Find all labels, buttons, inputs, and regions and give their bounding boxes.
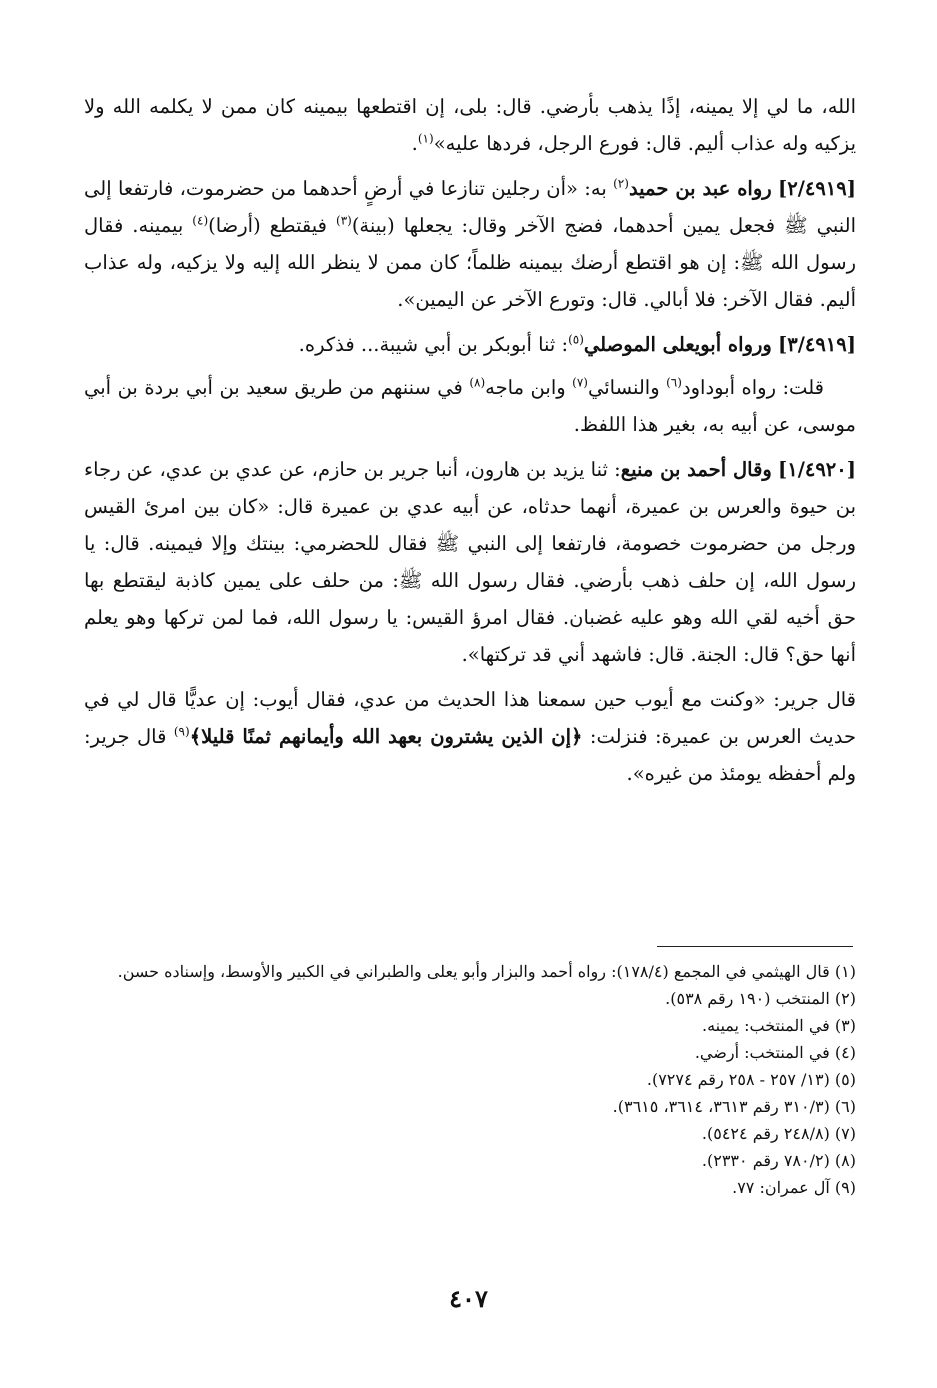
hadith-number: [٢/٤٩١٩] bbox=[778, 177, 856, 200]
footnote-ref: (٦) bbox=[666, 375, 682, 390]
footnote-divider bbox=[657, 946, 853, 947]
narrator: رواه عبد بن حميد bbox=[628, 177, 772, 200]
page-number: ٤٠٧ bbox=[449, 1284, 488, 1313]
footnote-ref: (٨) bbox=[469, 375, 486, 390]
footnote-ref: (٩) bbox=[173, 724, 190, 739]
paragraph-text: . bbox=[411, 132, 418, 155]
hadith-4919-2 bbox=[84, 170, 856, 318]
footnote-4: (٤) في المنتخب: أرضي. bbox=[694, 1043, 856, 1062]
footnote-ref: (٣) bbox=[336, 213, 352, 228]
footnote-8: (٨) (٧٨٠/٢ رقم ٢٣٣٠). bbox=[701, 1151, 856, 1170]
footnote-5: (٥) (١٣/ ٢٥٧ - ٢٥٨ رقم ٧٢٧٤). bbox=[646, 1070, 856, 1089]
hadith-4919-3 bbox=[84, 326, 856, 363]
footnote-ref: (٧) bbox=[572, 375, 588, 390]
paragraph-text: وابن ماجه bbox=[485, 376, 573, 399]
paragraph-text: بيمينه. فقال رسول الله ﷺ: إن هو اقتطع أرضك بيمينه ظلماً؛ كان ممن لا ينظر الله إليه ولا يزكيه، وله عذاب أليم. فقال الآخر: فلا أبالي. قال: وتورع الآخر عن اليمين». bbox=[84, 214, 856, 311]
footnote-9: (٩) آل عمران: ٧٧. bbox=[732, 1178, 856, 1197]
paragraph-text: : ثنا يزيد بن هارون، أنبا جرير بن حازم، عن عدي بن عدي، عن رجاء بن حيوة والعرس بن عميرة، أنهما حدثاه، عن أبيه عدي بن عميرة قال: «كان بين امرئ القيس ورجل من حضرموت خصومة، فارتفعا إلى النبي ﷺ فقال للحضرمي: بينتك وإلا فيمينه. قال: يا رسول الله، إن حلف ذهب بأرضي. فقال رسول الله ﷺ: من حلف على يمين كاذبة ليقتطع بها حق أخيه لقي الله وهو عليه غضبان. فقال امرؤ القيس: يا رسول الله، فما لمن تركها وهو يعلم أنها حق؟ قال: الجنة. قال: فاشهد أني قد تركتها». bbox=[84, 458, 856, 666]
footnote-1: (١) قال الهيثمي في المجمع (١٧٨/٤): رواه أحمد والبزار وأبو يعلى والطبراني في الكبير والأوسط، وإسناده حسن. bbox=[117, 962, 856, 981]
paragraph-text: والنسائي bbox=[587, 376, 667, 399]
narrator: وقال أحمد بن منيع bbox=[620, 458, 772, 481]
paragraph-text: الله، ما لي إلا يمينه، إذًا يذهب بأرضي. قال: بلى، إن اقتطعها بيمينه كان ممن لا يكلمه الله ولا يزكيه وله عذاب أليم. قال: فورع الرجل، فردها عليه» bbox=[84, 95, 856, 155]
hadith-number: [١/٤٩٢٠] bbox=[778, 458, 856, 481]
quran-verse: ﴿إن الذين يشترون بعهد الله وأيمانهم ثمنًا قليلا﴾ bbox=[189, 725, 583, 748]
hadith-4920-1 bbox=[84, 451, 856, 673]
main-text bbox=[84, 88, 856, 800]
jarir-paragraph bbox=[84, 681, 856, 792]
hadith-number: [٣/٤٩١٩] bbox=[778, 333, 856, 356]
paragraph-text: فيقتطع (أرضا) bbox=[208, 214, 336, 237]
narrator: ورواه أبويعلى الموصلي bbox=[583, 333, 772, 356]
footnote-2: (٢) المنتخب (١٩٠ رقم ٥٣٨). bbox=[665, 989, 856, 1008]
footnote-3: (٣) في المنتخب: يمينه. bbox=[701, 1016, 856, 1035]
footnotes bbox=[84, 958, 856, 1201]
footnote-ref: (٢) bbox=[613, 176, 629, 191]
paragraph-text: قال جرير: ولم أحفظه يومئذ من غيره». bbox=[84, 725, 856, 785]
footnote-ref: (١) bbox=[417, 131, 434, 146]
footnote-6: (٦) (٣١٠/٣ رقم ٣٦١٣، ٣٦١٤، ٣٦١٥). bbox=[612, 1097, 856, 1116]
paragraph-text: : ثنا أبوبكر بن أبي شيبة... فذكره. bbox=[298, 333, 569, 356]
paragraph-text: في سننهم من طريق سعيد بن أبي بردة بن أبي موسى، عن أبيه به، بغير هذا اللفظ. bbox=[84, 376, 856, 436]
paragraph-text: به: «أن رجلين تنازعا في أرضٍ أحدهما من حضرموت، فارتفعا إلى النبي ﷺ فجعل يمين أحدهما، فضج الآخر وقال: يجعلها (بينة) bbox=[84, 177, 856, 237]
paragraph-continuation bbox=[84, 88, 856, 162]
footnote-ref: (٥) bbox=[568, 332, 584, 347]
paragraph-text: قال جرير: «وكنت مع أيوب حين سمعنا هذا الحديث من عدي، فقال أيوب: إن عديًّا قال لي في حديث العرس بن عميرة: فنزلت: bbox=[84, 688, 857, 748]
paragraph-text: قلت: رواه أبوداود bbox=[681, 376, 824, 399]
footnote-ref: (٤) bbox=[192, 213, 209, 228]
footnote-7: (٧) (٢٤٨/٨ رقم ٥٤٢٤). bbox=[701, 1124, 856, 1143]
commentary-paragraph bbox=[84, 369, 856, 443]
